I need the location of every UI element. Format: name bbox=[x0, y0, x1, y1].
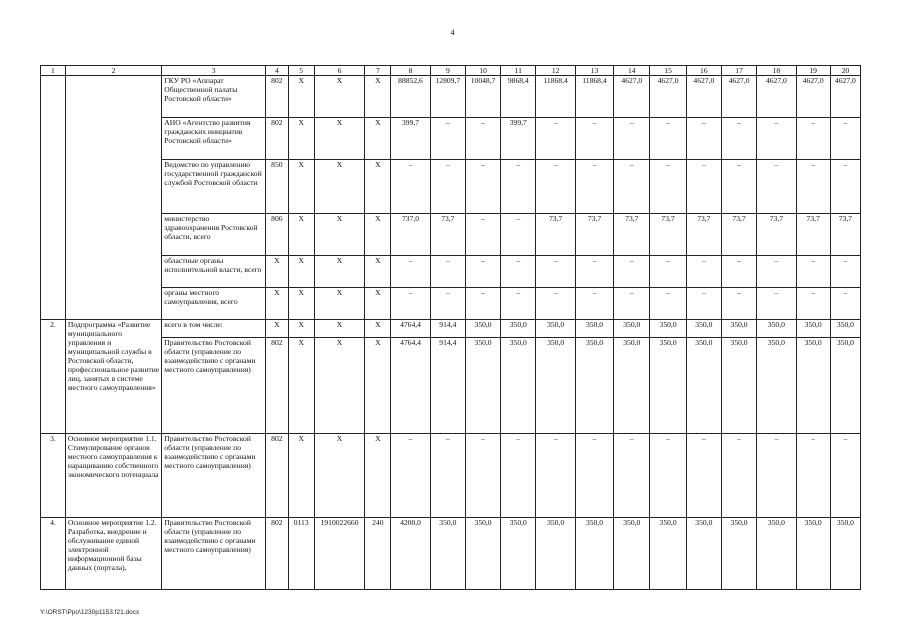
target-article-cell: Х bbox=[314, 214, 365, 256]
target-article-cell: Х bbox=[314, 320, 365, 338]
amount-cell: – bbox=[501, 256, 536, 288]
executor-cell: ГКУ РО «Аппарат Общественной палаты Ростовской области» bbox=[162, 76, 266, 118]
amount-cell: 350,0 bbox=[686, 338, 721, 434]
grbs-code-cell: Х bbox=[265, 256, 288, 288]
expense-type-cell: Х bbox=[365, 76, 391, 118]
amount-cell: – bbox=[575, 256, 613, 288]
amount-cell: 73,7 bbox=[686, 214, 721, 256]
amount-cell: 4627,0 bbox=[830, 76, 860, 118]
amount-cell: – bbox=[614, 256, 650, 288]
grbs-code-cell: 802 bbox=[265, 76, 288, 118]
column-number-cell: 14 bbox=[614, 66, 650, 76]
amount-cell: – bbox=[465, 434, 500, 518]
executor-cell: Ведомство по управлению государственной гражданской службой Ростовской области bbox=[162, 160, 266, 214]
target-article-cell: Х bbox=[314, 118, 365, 160]
amount-cell: 350,0 bbox=[650, 338, 686, 434]
amount-cell: 737,0 bbox=[391, 214, 430, 256]
amount-cell: – bbox=[686, 288, 721, 320]
amount-cell: 73,7 bbox=[796, 214, 830, 256]
amount-cell: 350,0 bbox=[465, 320, 500, 338]
amount-cell: 4627,0 bbox=[614, 76, 650, 118]
amount-cell: – bbox=[614, 118, 650, 160]
expense-type-cell: Х bbox=[365, 320, 391, 338]
amount-cell: 914,4 bbox=[430, 338, 465, 434]
table-row bbox=[41, 434, 861, 518]
expense-type-cell: Х bbox=[365, 338, 391, 434]
column-number-cell: 5 bbox=[288, 66, 314, 76]
amount-cell: 4200,0 bbox=[391, 518, 430, 590]
amount-cell: – bbox=[501, 214, 536, 256]
column-number-cell: 6 bbox=[314, 66, 365, 76]
target-article-cell: Х bbox=[314, 434, 365, 518]
amount-cell: 350,0 bbox=[430, 518, 465, 590]
amount-cell: 9868,4 bbox=[501, 76, 536, 118]
executor-cell: органы местного самоуправления, всего bbox=[162, 288, 266, 320]
amount-cell: 350,0 bbox=[830, 320, 860, 338]
amount-cell: 73,7 bbox=[650, 214, 686, 256]
amount-cell: 350,0 bbox=[575, 320, 613, 338]
expense-type-cell: Х bbox=[365, 256, 391, 288]
grbs-code-cell: Х bbox=[265, 320, 288, 338]
amount-cell: – bbox=[575, 160, 613, 214]
amount-cell: – bbox=[830, 256, 860, 288]
amount-cell: – bbox=[430, 160, 465, 214]
amount-cell: – bbox=[536, 160, 575, 214]
amount-cell: 350,0 bbox=[830, 518, 860, 590]
amount-cell: – bbox=[757, 288, 796, 320]
amount-cell: 350,0 bbox=[501, 518, 536, 590]
amount-cell: – bbox=[536, 256, 575, 288]
amount-cell: 73,7 bbox=[536, 214, 575, 256]
amount-cell: 350,0 bbox=[614, 338, 650, 434]
section-code-cell: Х bbox=[288, 76, 314, 118]
grbs-code-cell: 806 bbox=[265, 214, 288, 256]
executor-cell: министерство здравоохранения Ростовской области, всего bbox=[162, 214, 266, 256]
amount-cell: – bbox=[757, 118, 796, 160]
amount-cell: 88852,6 bbox=[391, 76, 430, 118]
amount-cell: 350,0 bbox=[465, 338, 500, 434]
table-row bbox=[41, 288, 861, 320]
amount-cell: – bbox=[465, 118, 500, 160]
grbs-code-cell: 802 bbox=[265, 518, 288, 590]
amount-cell: – bbox=[650, 434, 686, 518]
amount-cell: 73,7 bbox=[430, 214, 465, 256]
amount-cell: – bbox=[391, 434, 430, 518]
amount-cell: – bbox=[650, 160, 686, 214]
amount-cell: – bbox=[650, 118, 686, 160]
column-number-cell: 8 bbox=[391, 66, 430, 76]
amount-cell: 350,0 bbox=[501, 320, 536, 338]
amount-cell: – bbox=[536, 118, 575, 160]
amount-cell: 350,0 bbox=[757, 518, 796, 590]
amount-cell: 350,0 bbox=[796, 518, 830, 590]
budget-table bbox=[40, 65, 861, 590]
amount-cell: 914,4 bbox=[430, 320, 465, 338]
amount-cell: – bbox=[465, 288, 500, 320]
amount-cell: – bbox=[465, 160, 500, 214]
amount-cell: – bbox=[391, 256, 430, 288]
file-path-footer: Y:\ORST\Ppo\1230p1153.f21.docx bbox=[40, 609, 140, 616]
column-number-cell: 20 bbox=[830, 66, 860, 76]
grbs-code-cell: 850 bbox=[265, 160, 288, 214]
row-number-cell: 2. bbox=[41, 320, 66, 434]
amount-cell: 4627,0 bbox=[686, 76, 721, 118]
amount-cell: 350,0 bbox=[757, 320, 796, 338]
row-number-cell: 4. bbox=[41, 518, 66, 590]
section-code-cell: 0113 bbox=[288, 518, 314, 590]
amount-cell: 12809,7 bbox=[430, 76, 465, 118]
amount-cell: – bbox=[721, 118, 756, 160]
amount-cell: – bbox=[830, 118, 860, 160]
amount-cell: – bbox=[757, 434, 796, 518]
amount-cell: – bbox=[757, 256, 796, 288]
amount-cell: – bbox=[465, 256, 500, 288]
column-number-cell: 16 bbox=[686, 66, 721, 76]
amount-cell: 4627,0 bbox=[757, 76, 796, 118]
amount-cell: – bbox=[686, 118, 721, 160]
amount-cell: 350,0 bbox=[575, 518, 613, 590]
table-row bbox=[41, 76, 861, 118]
amount-cell: 350,0 bbox=[796, 320, 830, 338]
column-number-cell: 4 bbox=[265, 66, 288, 76]
amount-cell: – bbox=[501, 160, 536, 214]
executor-cell: Правительство Ростовской области (управление по взаимодействию с органами местного самоуправления) bbox=[162, 434, 266, 518]
amount-cell: – bbox=[430, 256, 465, 288]
target-article-cell: Х bbox=[314, 256, 365, 288]
section-code-cell: Х bbox=[288, 160, 314, 214]
target-article-cell: Х bbox=[314, 338, 365, 434]
amount-cell: 4764,4 bbox=[391, 320, 430, 338]
program-name-cell: Основное мероприятие 1.1. Стимулирование органов местного самоуправления к наращиванию собственного экономического потенциала bbox=[65, 434, 161, 518]
column-number-cell: 1 bbox=[41, 66, 66, 76]
amount-cell: 350,0 bbox=[830, 338, 860, 434]
program-name-cell: Основное мероприятие 1.2. Разработка, внедрение и обслуживание единой электронной информационной базы данных (портала), bbox=[65, 518, 161, 590]
expense-type-cell: Х bbox=[365, 434, 391, 518]
executor-cell: всего в том числе: bbox=[162, 320, 266, 338]
expense-type-cell: Х bbox=[365, 214, 391, 256]
table-row bbox=[41, 518, 861, 590]
amount-cell: 350,0 bbox=[536, 320, 575, 338]
amount-cell: – bbox=[575, 288, 613, 320]
target-article-cell: Х bbox=[314, 160, 365, 214]
amount-cell: 399,7 bbox=[501, 118, 536, 160]
amount-cell: – bbox=[536, 288, 575, 320]
expense-type-cell: Х bbox=[365, 118, 391, 160]
amount-cell: – bbox=[430, 118, 465, 160]
section-code-cell: Х bbox=[288, 434, 314, 518]
amount-cell: 73,7 bbox=[614, 214, 650, 256]
table-row bbox=[41, 256, 861, 288]
program-name-cell: Подпрограмма «Развитие муниципального управления и муниципальной службы в Ростовской области, профессиональное развитие лиц, занятых в системе местного самоуправления» bbox=[65, 320, 161, 434]
amount-cell: 73,7 bbox=[721, 214, 756, 256]
amount-cell: 4627,0 bbox=[796, 76, 830, 118]
amount-cell: 350,0 bbox=[575, 338, 613, 434]
amount-cell: 350,0 bbox=[721, 518, 756, 590]
executor-cell: АНО «Агентство развития гражданских инициатив Ростовской области» bbox=[162, 118, 266, 160]
column-number-cell: 15 bbox=[650, 66, 686, 76]
column-number-cell: 11 bbox=[501, 66, 536, 76]
amount-cell: 350,0 bbox=[686, 518, 721, 590]
amount-cell: – bbox=[686, 160, 721, 214]
amount-cell: 350,0 bbox=[614, 518, 650, 590]
executor-cell: областные органы исполнительной власти, всего bbox=[162, 256, 266, 288]
section-code-cell: Х bbox=[288, 320, 314, 338]
row-number-cell: 3. bbox=[41, 434, 66, 518]
amount-cell: – bbox=[614, 434, 650, 518]
section-code-cell: Х bbox=[288, 214, 314, 256]
amount-cell: – bbox=[721, 288, 756, 320]
amount-cell: – bbox=[614, 288, 650, 320]
amount-cell: – bbox=[650, 256, 686, 288]
amount-cell: 350,0 bbox=[650, 518, 686, 590]
amount-cell: 4627,0 bbox=[650, 76, 686, 118]
amount-cell: 350,0 bbox=[536, 518, 575, 590]
grbs-code-cell: 802 bbox=[265, 338, 288, 434]
amount-cell: – bbox=[501, 434, 536, 518]
table-row bbox=[41, 118, 861, 160]
column-number-cell: 10 bbox=[465, 66, 500, 76]
amount-cell: 350,0 bbox=[501, 338, 536, 434]
table-row bbox=[41, 160, 861, 214]
expense-type-cell: Х bbox=[365, 160, 391, 214]
amount-cell: 350,0 bbox=[721, 338, 756, 434]
amount-cell: – bbox=[391, 288, 430, 320]
column-number-cell: 13 bbox=[575, 66, 613, 76]
column-number-cell: 7 bbox=[365, 66, 391, 76]
amount-cell: 11868,4 bbox=[575, 76, 613, 118]
program-name-cell bbox=[65, 76, 161, 320]
expense-type-cell: 240 bbox=[365, 518, 391, 590]
executor-cell: Правительство Ростовской области (управление по взаимодействию с органами местного самоуправления) bbox=[162, 338, 266, 434]
amount-cell: – bbox=[830, 434, 860, 518]
amount-cell: 11868,4 bbox=[536, 76, 575, 118]
grbs-code-cell: 802 bbox=[265, 118, 288, 160]
grbs-code-cell: 802 bbox=[265, 434, 288, 518]
column-number-cell: 9 bbox=[430, 66, 465, 76]
row-number-cell bbox=[41, 76, 66, 320]
amount-cell: – bbox=[796, 160, 830, 214]
amount-cell: – bbox=[830, 288, 860, 320]
section-code-cell: Х bbox=[288, 256, 314, 288]
column-number-cell: 17 bbox=[721, 66, 756, 76]
amount-cell: – bbox=[796, 256, 830, 288]
amount-cell: 350,0 bbox=[796, 338, 830, 434]
amount-cell: – bbox=[796, 118, 830, 160]
amount-cell: 350,0 bbox=[614, 320, 650, 338]
executor-cell: Правительство Ростовской области (управление по взаимодействию с органами местного самоуправления) bbox=[162, 518, 266, 590]
amount-cell: – bbox=[796, 288, 830, 320]
amount-cell: 350,0 bbox=[536, 338, 575, 434]
section-code-cell: Х bbox=[288, 338, 314, 434]
section-code-cell: Х bbox=[288, 288, 314, 320]
column-number-cell: 18 bbox=[757, 66, 796, 76]
amount-cell: 350,0 bbox=[650, 320, 686, 338]
amount-cell: – bbox=[430, 434, 465, 518]
amount-cell: – bbox=[796, 434, 830, 518]
amount-cell: – bbox=[501, 288, 536, 320]
amount-cell: – bbox=[575, 118, 613, 160]
amount-cell: – bbox=[465, 214, 500, 256]
amount-cell: – bbox=[721, 434, 756, 518]
column-number-cell: 12 bbox=[536, 66, 575, 76]
amount-cell: 350,0 bbox=[686, 320, 721, 338]
table-row bbox=[41, 320, 861, 338]
target-article-cell: 1910022660 bbox=[314, 518, 365, 590]
target-article-cell: Х bbox=[314, 76, 365, 118]
table-row bbox=[41, 338, 861, 434]
amount-cell: 350,0 bbox=[465, 518, 500, 590]
column-number-cell: 3 bbox=[162, 66, 266, 76]
table-row bbox=[41, 214, 861, 256]
section-code-cell: Х bbox=[288, 118, 314, 160]
amount-cell: 73,7 bbox=[575, 214, 613, 256]
amount-cell: – bbox=[830, 160, 860, 214]
amount-cell: 399,7 bbox=[391, 118, 430, 160]
amount-cell: 73,7 bbox=[757, 214, 796, 256]
amount-cell: 4627,0 bbox=[721, 76, 756, 118]
amount-cell: – bbox=[650, 288, 686, 320]
amount-cell: – bbox=[575, 434, 613, 518]
target-article-cell: Х bbox=[314, 288, 365, 320]
amount-cell: 350,0 bbox=[757, 338, 796, 434]
amount-cell: – bbox=[614, 160, 650, 214]
column-number-cell: 2 bbox=[65, 66, 161, 76]
amount-cell: – bbox=[757, 160, 796, 214]
amount-cell: 73,7 bbox=[830, 214, 860, 256]
amount-cell: – bbox=[536, 434, 575, 518]
amount-cell: – bbox=[391, 160, 430, 214]
grbs-code-cell: Х bbox=[265, 288, 288, 320]
amount-cell: – bbox=[686, 434, 721, 518]
column-number-row bbox=[41, 66, 861, 76]
amount-cell: – bbox=[721, 256, 756, 288]
amount-cell: – bbox=[430, 288, 465, 320]
amount-cell: – bbox=[686, 256, 721, 288]
amount-cell: 4764,4 bbox=[391, 338, 430, 434]
page-number: 4 bbox=[450, 28, 455, 37]
amount-cell: – bbox=[721, 160, 756, 214]
expense-type-cell: Х bbox=[365, 288, 391, 320]
column-number-cell: 19 bbox=[796, 66, 830, 76]
amount-cell: 10048,7 bbox=[465, 76, 500, 118]
amount-cell: 350,0 bbox=[721, 320, 756, 338]
